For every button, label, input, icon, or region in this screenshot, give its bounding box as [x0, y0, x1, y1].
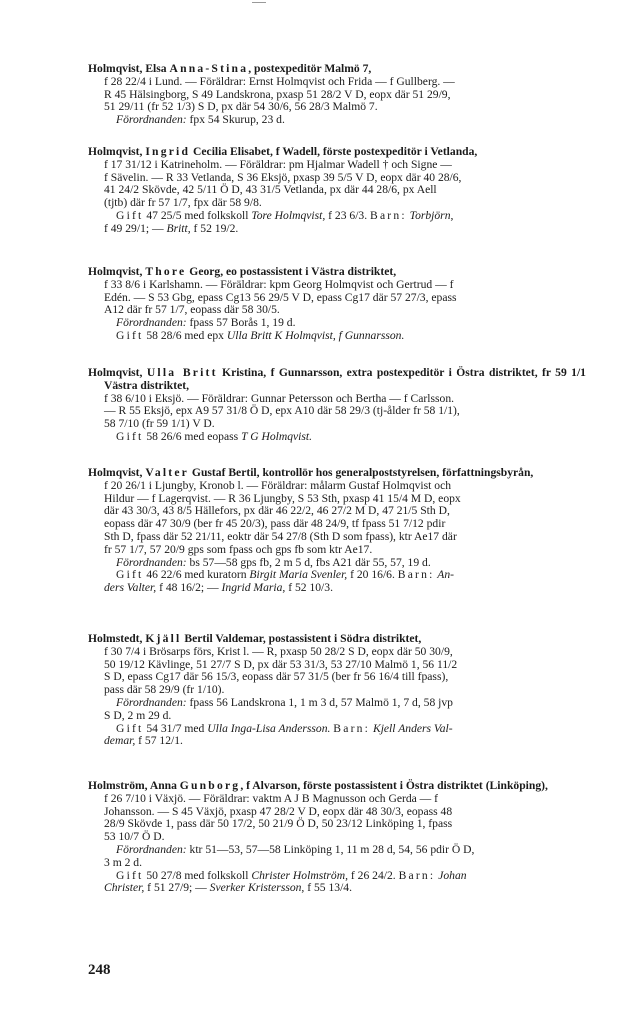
barn-line: f 49 29/1; — Britt, f 52 19/2.	[104, 221, 239, 235]
page-top-mark	[252, 2, 266, 3]
forordnanden: Förordnanden: bs 57—58 gps fb, 2 m 5 d, fbs A21 där 55, 57, 19 d.	[116, 555, 431, 569]
entry-heading: Holmqvist, Thore Georg, eo postassistent i Västra distriktet,	[88, 265, 397, 278]
gift-line: Gift 50 27/8 med folkskoll Christer Holmström, f 26 24/2. Barn: Johan	[116, 868, 467, 882]
entry-heading: Holmstedt, Kjäll Bertil Valdemar, postassistent i Södra distriktet,	[88, 632, 422, 645]
entry-body: f 26 7/10 i Växjö. — Föräldrar: vaktm A J B Magnusson och Gerda — f Johansson. — S 45 Växjö, pxasp 47 28/2 V D, eopx där 48 30/3, eopass 48 28/9 Skövde 1, pass där 50 17/2, 50 21/9 Ö D, 50 23/12 Linköping 1, fpass 53 10/7 Ö D. Förordnanden: ktr 51—53, 57—58 Linköping 1, 11 m 28 d, 54, 56 pdir Ö D, 3 m 2 d. Gift 50 27/8 med folkskoll Christer Holmström, f 26 24/2. Barn: Johan Christer, f 51 27/9; — Sverker Kristersson, f 55 13/4.	[88, 793, 586, 895]
gift-line: Gift 58 28/6 med epx Ulla Britt K Holmqvist, f Gunnarsson.	[116, 328, 405, 342]
entry-heading: Holmqvist, Elsa Anna-Stina, postexpeditör Malmö 7,	[88, 62, 372, 75]
gift-line: Gift 47 25/5 med folkskoll Tore Holmqvist, f 23 6/3. Barn: Torbjörn,	[116, 208, 454, 222]
entry-body: f 30 7/4 i Brösarps förs, Krist l. — R, pxasp 50 28/2 S D, eopx där 50 30/9, 50 19/12 Kävlinge, 51 27/7 S D, px där 53 31/3, 53 27/10 Malmö 1, 56 11/2 S D, epass Cg17 där 56 15/3, eopass där 57 31/5 (ber fr 56 16/4 till fpass), pass där 58 29/9 (fr 1/10). Förordnanden: fpass 56 Landskrona 1, 1 m 3 d, 57 Malmö 1, 7 d, 58 jvp S D, 2 m 29 d. Gift 54 31/7 med Ulla Inga-Lisa Andersson. Barn: Kjell Anders Val- demar, f 57 12/1.	[88, 646, 586, 748]
forordnanden: Förordnanden: fpass 56 Landskrona 1, 1 m 3 d, 57 Malmö 1, 7 d, 58 jvp	[116, 695, 453, 709]
entry-body: f 28 22/4 i Lund. — Föräldrar: Ernst Holmqvist och Frida — f Gullberg. — R 45 Hälsingborg, S 49 Landskrona, pxasp 51 28/2 V D, eopx där 51 29/9, 51 29/11 (fr 52 1/3) S D, px där 54 30/6, 56 28/3 Malmö 7. Förordnanden: fpx 54 Skurup, 23 d.	[88, 76, 586, 127]
entry-heading: Holmqvist, Ulla Britt Kristina, f Gunnarsson, extra postexpeditör i Östra distriktet, fr 59 1/1 Västra distriktet,	[88, 366, 586, 392]
entry-heading: Holmqvist, Ingrid Cecilia Elisabet, f Wadell, förste postexpeditör i Vetlanda,	[88, 145, 478, 158]
barn-line: ders Valter, f 48 16/2; — Ingrid Maria, f 52 10/3.	[104, 581, 333, 595]
entry-heading: Holmqvist, Valter Gustaf Bertil, kontrollör hos generalpoststyrelsen, författningsbyrån,	[88, 466, 534, 479]
barn-line: demar, f 57 12/1.	[104, 734, 183, 748]
barn-line: Christer, f 51 27/9; — Sverker Kristersson, f 55 13/4.	[104, 881, 353, 895]
entry-holmqvist-elsa	[88, 63, 586, 127]
entry-body: f 17 31/12 i Katrineholm. — Föräldrar: pm Hjalmar Wadell † och Signe — f Sävelin. — R 33 Vetlanda, S 36 Eksjö, pxasp 39 5/5 V D, eopx där 40 28/6, 41 24/2 Skövde, 42 5/11 Ö D, 43 31/5 Vetlanda, px där 44 28/6, px Aell (tjtb) där fr 57 1/7, fpx där 58 9/8. Gift 47 25/5 med folkskoll Tore Holmqvist, f 23 6/3. Barn: Torbjörn, f 49 29/1; — Britt, f 52 19/2.	[88, 159, 586, 236]
entry-holmqvist-ulla-britt	[88, 367, 586, 444]
entry-holmstedt-kjall	[88, 633, 586, 748]
entry-body: f 33 8/6 i Karlshamn. — Föräldrar: kpm Georg Holmqvist och Gertrud — f Edén. — S 53 Gbg, epass Cg13 56 29/5 V D, epass Cg17 där 57 27/3, epass A12 där fr 57 1/7, eopass där 58 30/5. Förordnanden: fpass 57 Borås 1, 19 d. Gift 58 28/6 med epx Ulla Britt K Holmqvist, f Gunnarsson.	[88, 279, 586, 343]
page-number: 248	[88, 962, 111, 978]
entry-heading: Holmström, Anna Gunborg, f Alvarson, förste postassistent i Östra distriktet (Linköping),	[88, 779, 548, 792]
entry-holmqvist-valter	[88, 467, 586, 595]
forordnanden: Förordnanden: ktr 51—53, 57—58 Linköping 1, 11 m 28 d, 54, 56 pdir Ö D,	[116, 842, 475, 856]
forordnanden: Förordnanden: fpass 57 Borås 1, 19 d.	[116, 316, 296, 330]
forordnanden: Förordnanden: fpx 54 Skurup, 23 d.	[116, 113, 285, 127]
entry-holmstrom-anna	[88, 780, 586, 895]
entry-body: f 38 6/10 i Eksjö. — Föräldrar: Gunnar Petersson och Bertha — f Carlsson. — R 55 Eksjö, epx A9 57 31/8 Ö D, epx A10 där 58 29/3 (tj-ålder fr 58 1/1), 58 7/10 (fr 59 1/1) V D. Gift 58 26/6 med eopass T G Holmqvist.	[88, 393, 586, 444]
entry-holmqvist-thore	[88, 266, 586, 343]
gift-line: Gift 54 31/7 med Ulla Inga-Lisa Andersson. Barn: Kjell Anders Val-	[116, 721, 453, 735]
entry-holmqvist-ingrid	[88, 146, 586, 236]
gift-line: Gift 46 22/6 med kuratorn Birgit Maria Svenler, f 20 16/6. Barn: An-	[116, 568, 454, 582]
entry-body: f 20 26/1 i Ljungby, Kronob l. — Föräldrar: målarm Gustaf Holmqvist och Hildur — f Lagerqvist. — R 36 Ljungby, S 53 Sth, pxasp 41 15/4 M D, eopx där 43 30/3, 43 8/5 Hällefors, px där 46 22/2, 46 27/2 M D, 47 21/5 Sth D, eopass där 47 30/9 (ber fr 45 20/3), pass där 48 24/9, tf fpass 51 7/12 pdir Sth D, fpass där 52 21/11, eoktr där 54 27/8 (Sth D som fpass), ktr Ae17 där fr 57 1/7, 57 20/9 gps som fpass och gps fb som ktr Ae17. Förordnanden: bs 57—58 gps fb, 2 m 5 d, fbs A21 där 55, 57, 19 d. Gift 46 22/6 med kuratorn Birgit Maria Svenler, f 20 16/6. Barn: An- ders Valter, f 48 16/2; — Ingrid Maria, f 52 10/3.	[88, 480, 586, 595]
gift-line: Gift 58 26/6 med eopass T G Holmqvist.	[116, 429, 313, 443]
